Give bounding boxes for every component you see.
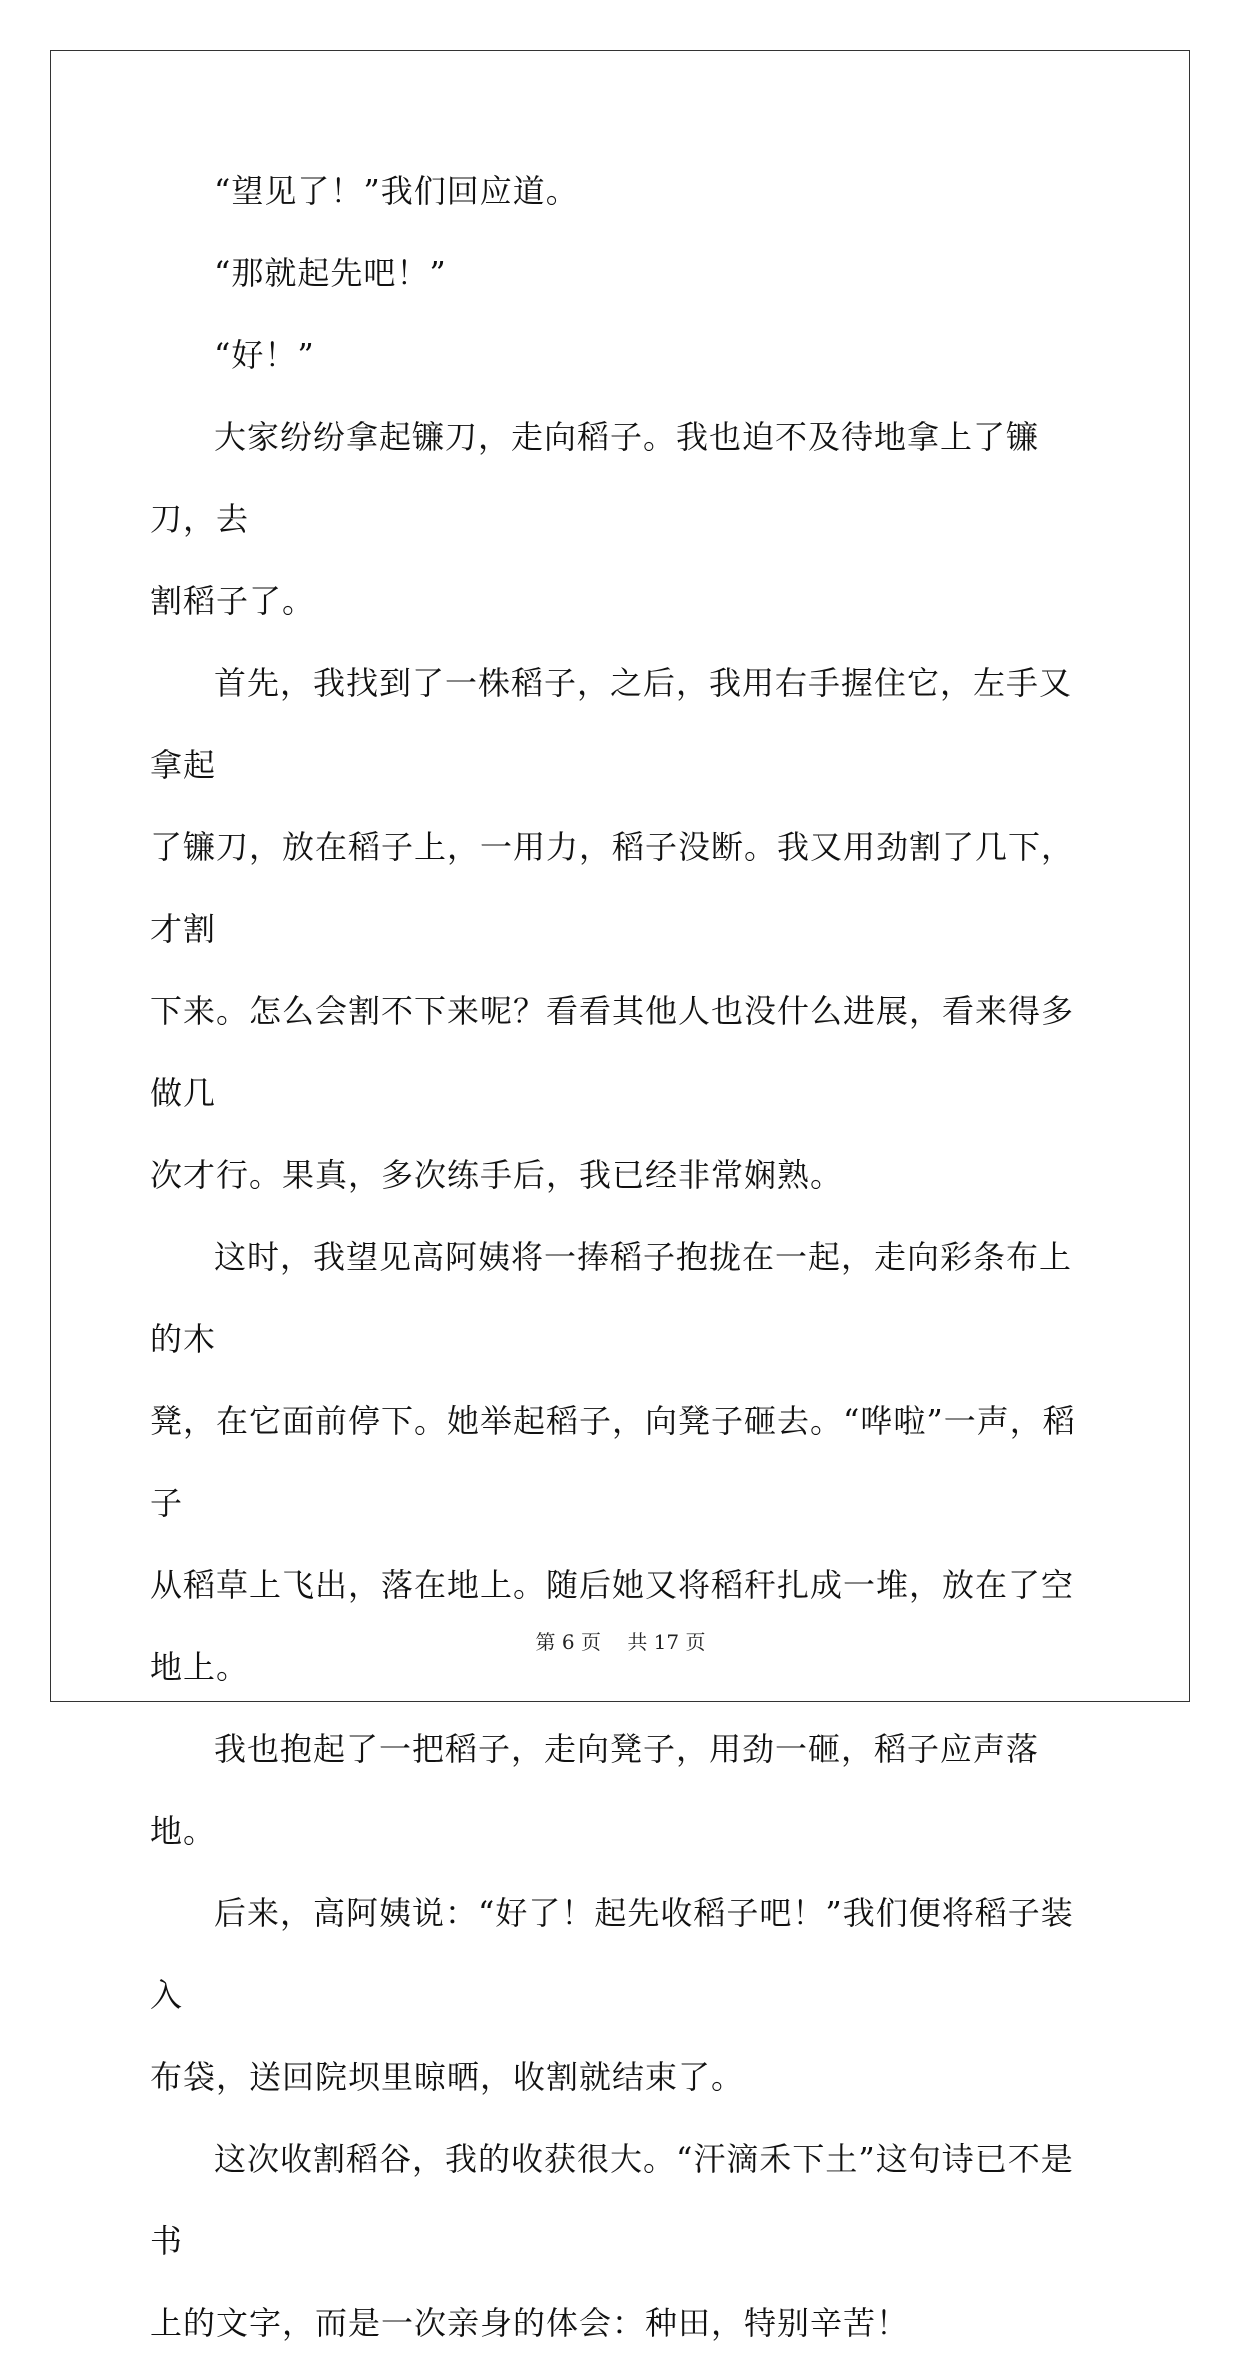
page-total: 共 17 页 <box>627 1630 706 1654</box>
paragraph: 这次收割稻谷，我的收获很大。“汗滴禾下土”这句诗已不是书 上的文字，而是一次亲身的体会：种田，特别辛苦！ <box>150 2140 1074 2342</box>
paragraph: 后来，高阿姨说：“好了！起先收稻子吧！”我们便将稻子装入 布袋，送回院坝里晾晒，收割就结束了。 <box>150 1894 1074 2096</box>
page-number: 第 6 页 <box>535 1630 601 1654</box>
paragraph: 首先，我找到了一株稻子，之后，我用右手握住它，左手又拿起 了镰刀，放在稻子上，一用力，稻子没断。我又用劲割了几下，才割 下来。怎么会割不下来呢？看看其他人也没什么进展，看来得多做几 次才行。果真，多次练手后，我已经非常娴熟。 <box>150 664 1075 1194</box>
paragraph: 这时，我望见高阿姨将一捧稻子抱拢在一起，走向彩条布上的木 凳，在它面前停下。她举起稻子，向凳子砸去。“哗啦”一声，稻子 从稻草上飞出，落在地上。随后她又将稻秆扎成一堆，放在了空地上。 <box>150 1238 1076 1686</box>
paragraph: “望见了！”我们回应道。 <box>214 172 579 210</box>
paragraph: 大家纷纷拿起镰刀，走向稻子。我也迫不及待地拿上了镰刀，去 割稻子了。 <box>150 418 1040 620</box>
paragraph: 我也抱起了一把稻子，走向凳子，用劲一砸，稻子应声落地。 <box>150 1730 1040 1850</box>
document-body <box>150 150 1090 2364</box>
paragraph: “好！” <box>214 336 315 374</box>
paragraph: “那就起先吧！” <box>214 254 447 292</box>
page-footer <box>0 1626 1241 1655</box>
